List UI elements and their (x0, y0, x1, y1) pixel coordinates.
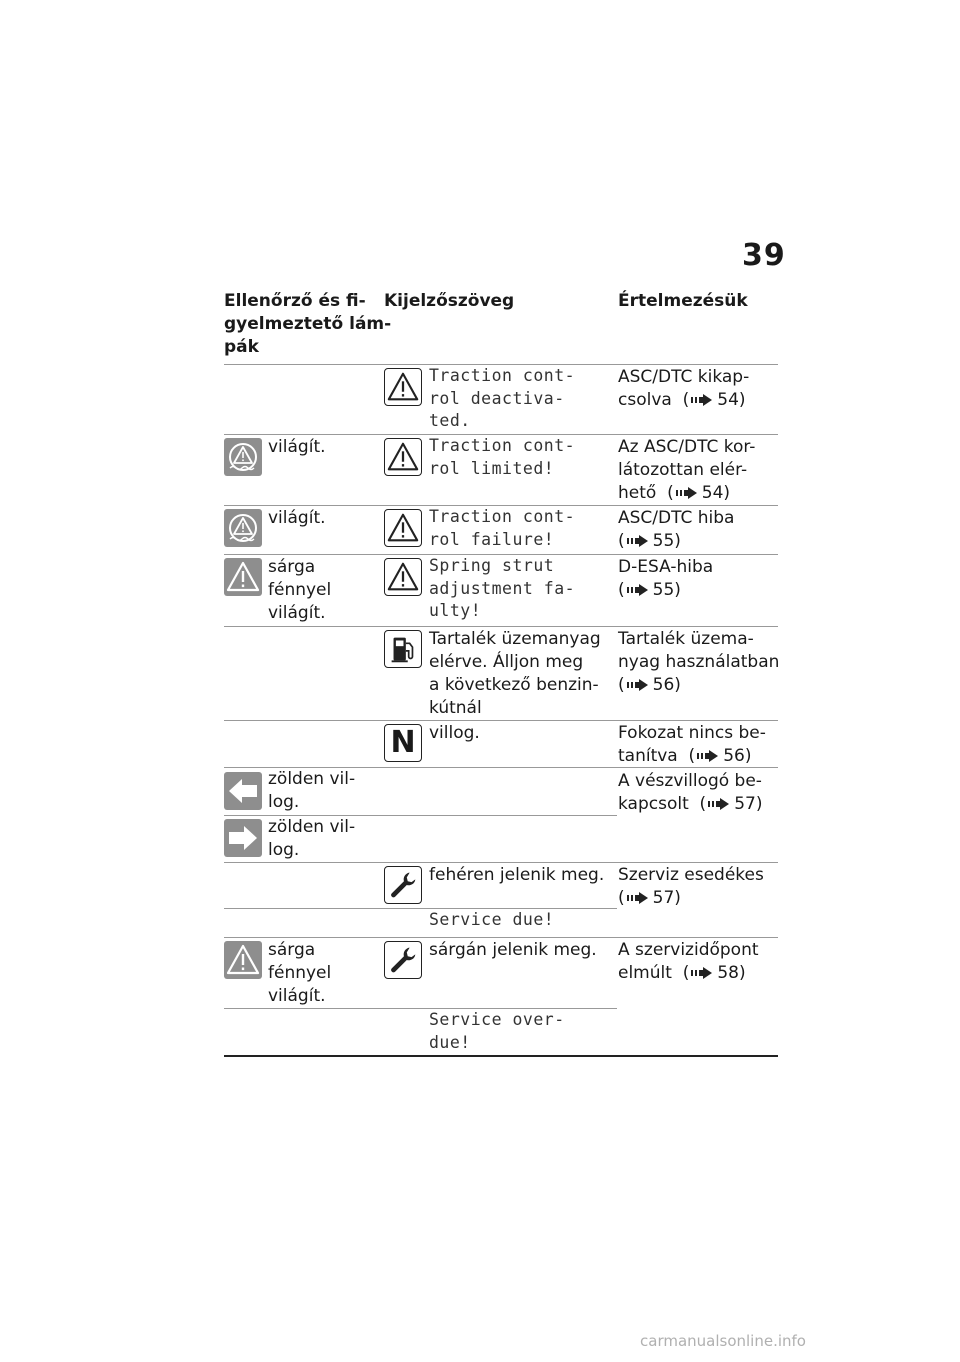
lamp-state-r7-right: zölden vil- log. (268, 817, 356, 860)
row-divider (224, 908, 617, 909)
wrench-icon (384, 941, 422, 979)
lamp-state-r2: világít. (268, 437, 326, 457)
fuel-pump-icon (384, 630, 422, 668)
page-ref[interactable]: 57) (734, 794, 763, 814)
display-text-r3: Traction cont- rol failure! (429, 507, 576, 549)
page-ref[interactable]: 55) (652, 531, 681, 551)
lamp-state-r4: sárga fénnyel világít. (268, 557, 332, 623)
page-ref[interactable]: 57) (652, 888, 681, 908)
display-text-r4: Spring strut adjustment fa- ulty! (429, 556, 576, 620)
header-meaning: Értelmezésük (618, 291, 748, 311)
warning-triangle-icon (384, 558, 422, 596)
wrench-icon (384, 866, 422, 904)
meaning-r6: Fokozat nincs be- tanítva ( 56) (618, 723, 766, 766)
meaning-r9: A szervizidőpont elmúlt ( 58) (618, 940, 759, 983)
page-ref-arrow-icon (627, 892, 649, 904)
traction-control-icon (224, 438, 262, 476)
page-ref[interactable]: 58) (717, 963, 746, 983)
display-text-r2: Traction cont- rol limited! (429, 436, 576, 478)
watermark-footer[interactable]: carmanualsonline.info (640, 1332, 806, 1350)
display-text-r9: sárgán jelenik meg. (429, 940, 597, 960)
row-divider (224, 937, 778, 938)
page-ref-arrow-icon (627, 679, 649, 691)
row-divider (224, 720, 778, 721)
display-text-r6: villog. (429, 723, 480, 743)
page-ref-arrow-icon (691, 394, 713, 406)
meaning-r5: Tartalék üzema- nyag használatban ( 56) (618, 629, 780, 695)
page-ref[interactable]: 56) (652, 675, 681, 695)
header-display-text: Kijelzőszöveg (384, 291, 515, 311)
page-ref[interactable]: 55) (652, 580, 681, 600)
row-divider (224, 862, 778, 863)
page-ref-arrow-icon (708, 798, 730, 810)
neutral-gear-icon: N (384, 724, 422, 762)
display-text-r5: Tartalék üzemanyag elérve. Álljon meg a következő benzin- kútnál (429, 629, 601, 718)
warning-triangle-lamp-icon (224, 941, 262, 979)
page-number: 39 (742, 238, 786, 273)
lamp-state-r9: sárga fénnyel világít. (268, 940, 332, 1006)
page-ref-arrow-icon (627, 535, 649, 547)
meaning-r2: Az ASC/DTC kor- látozottan elér- hető ( 54) (618, 437, 756, 503)
warning-triangle-icon (384, 368, 422, 406)
page-ref-arrow-icon (691, 967, 713, 979)
display-text-r8-message: Service due! (429, 910, 555, 929)
page-ref[interactable]: 54) (717, 390, 746, 410)
arrow-left-icon (224, 772, 262, 810)
warning-triangle-lamp-icon (224, 558, 262, 596)
arrow-right-icon (224, 819, 262, 857)
page-ref[interactable]: 54) (701, 483, 731, 503)
meaning-r3: ASC/DTC hiba ( 55) (618, 508, 735, 551)
warning-triangle-icon (384, 509, 422, 547)
page-ref-arrow-icon (697, 750, 719, 762)
warning-triangle-icon (384, 438, 422, 476)
meaning-r7: A vészvillogó be- kapcsolt ( 57) (618, 771, 763, 814)
page-ref-arrow-icon (676, 487, 698, 499)
display-text-r9-message: Service over- due! (429, 1010, 565, 1052)
display-text-r1: Traction cont- rol deactiva- ted. (429, 366, 576, 430)
page-ref-arrow-icon (627, 584, 649, 596)
display-text-r8: fehéren jelenik meg. (429, 865, 605, 885)
meaning-r1: ASC/DTC kikap- csolva ( 54) (618, 367, 750, 410)
table-bottom-rule (224, 1055, 778, 1057)
traction-control-icon (224, 509, 262, 547)
lamp-state-r7-left: zölden vil- log. (268, 769, 356, 812)
header-lamps: Ellenőrző és fi- gyelmeztető lám- pák (224, 291, 392, 357)
meaning-r4: D-ESA-hiba ( 55) (618, 557, 714, 600)
lamp-state-r3: világít. (268, 508, 326, 528)
row-divider (224, 626, 778, 627)
meaning-r8: Szerviz esedékes ( 57) (618, 865, 764, 908)
page-ref[interactable]: 56) (723, 746, 752, 766)
